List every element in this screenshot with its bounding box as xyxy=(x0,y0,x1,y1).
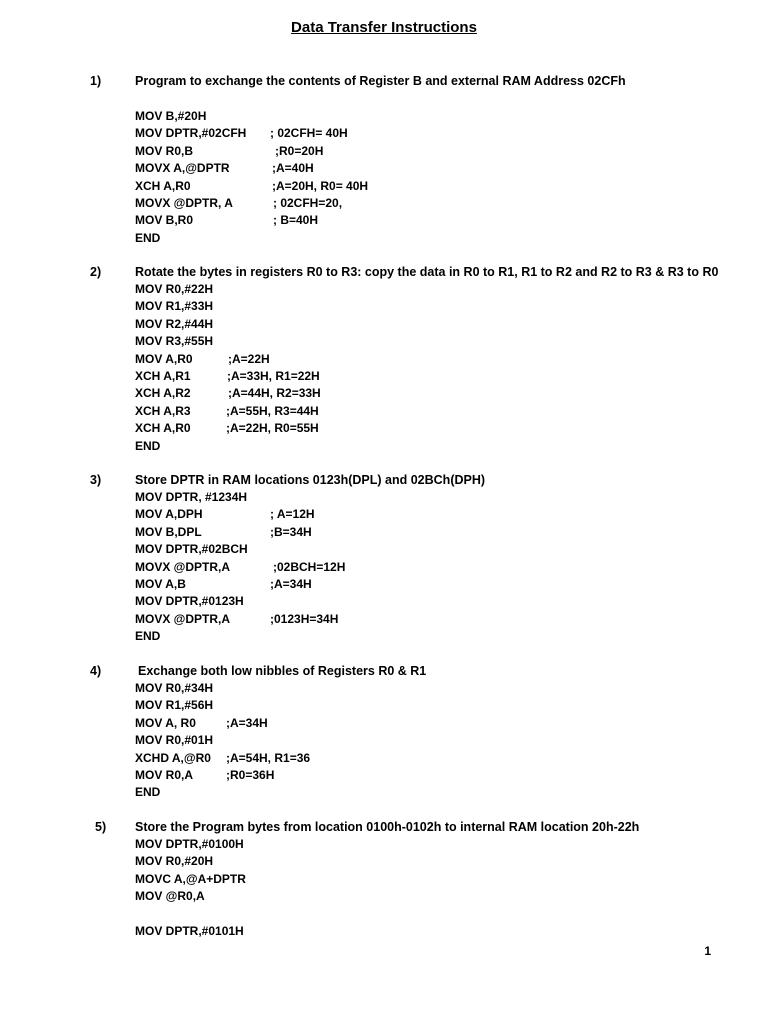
section-heading: Store DPTR in RAM locations 0123h(DPL) and 02BCh(DPH) xyxy=(135,473,486,487)
section-number: 3) xyxy=(90,473,102,487)
section-number: 5) xyxy=(95,820,107,834)
section-heading: Store the Program bytes from location 0100h-0102h to internal RAM location 20h-22h xyxy=(135,820,640,834)
section-heading: Program to exchange the contents of Register B and external RAM Address 02CFh xyxy=(135,74,626,88)
page-number: 1 xyxy=(704,944,711,958)
section-number: 4) xyxy=(90,664,102,678)
section-number: 2) xyxy=(90,265,102,279)
section-heading: Rotate the bytes in registers R0 to R3: copy the data in R0 to R1, R1 to R2 and R2 to R3 & R3 to R0 xyxy=(135,265,719,279)
page-title: Data Transfer Instructions xyxy=(291,19,477,36)
section-number: 1) xyxy=(90,74,102,88)
section-heading: Exchange both low nibbles of Registers R0 & R1 xyxy=(138,664,427,678)
